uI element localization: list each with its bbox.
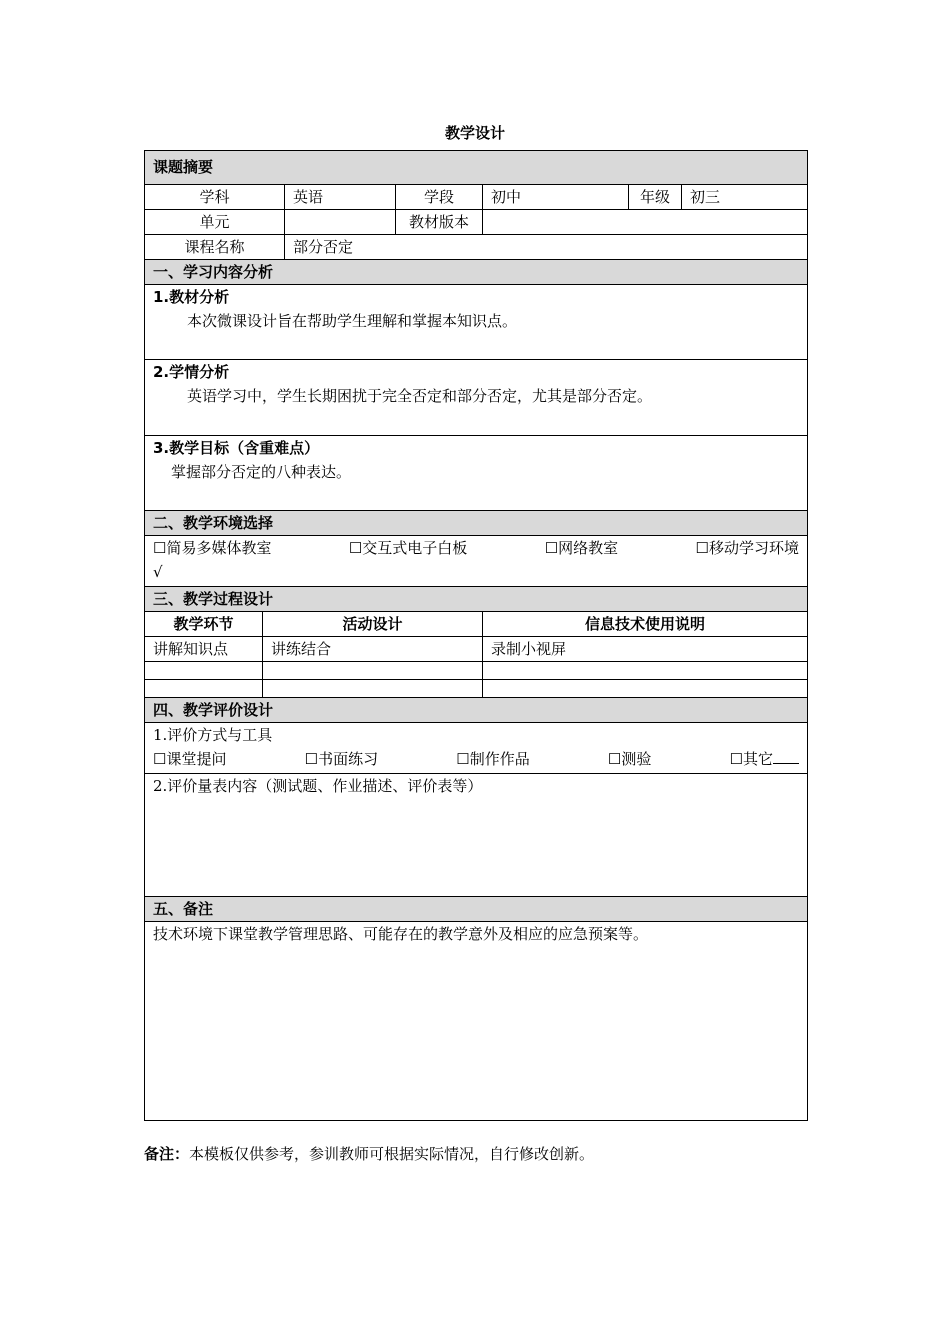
tool-option-written[interactable]: ☐书面练习 [304,750,379,768]
grade-value[interactable]: 初三 [682,185,808,210]
tool-option-quiz[interactable]: ☐测验 [607,750,652,768]
process-cell[interactable] [263,680,483,698]
teaching-goal-title: 3.教学目标（含重难点） [153,439,320,457]
stage-label: 学段 [396,185,483,210]
process-cell[interactable] [263,662,483,680]
footnote [144,1143,594,1164]
page-title: 教学设计 [444,124,505,142]
section1-header: 一、学习内容分析 [145,260,808,285]
env-option-multimedia[interactable]: ☐简易多媒体教室 [153,539,272,557]
student-analysis-title: 2.学情分析 [153,363,230,381]
summary-header: 课题摘要 [145,151,808,185]
section2-header: 二、教学环境选择 [145,511,808,536]
footnote-text: 本模板仅供参考，参训教师可根据实际情况，自行修改创新。 [189,1145,595,1163]
material-analysis-text: 本次微课设计旨在帮助学生理解和掌握本知识点。 [187,312,518,330]
teaching-goal-text: 掌握部分否定的八种表达。 [171,463,352,481]
evaluation-scale-title: 2.评价量表内容（测试题、作业描述、评价表等） [153,777,483,795]
student-analysis-cell[interactable] [145,360,808,436]
remarks-cell[interactable] [145,922,808,1121]
env-option-network[interactable]: ☐网络教室 [544,539,619,557]
unit-value[interactable] [285,210,396,235]
subject-value[interactable]: 英语 [285,185,396,210]
grade-label: 年级 [629,185,682,210]
process-cell[interactable] [145,680,263,698]
table-row [145,662,808,680]
process-cell[interactable]: 录制小视屏 [483,637,808,662]
course-label: 课程名称 [145,235,285,260]
unit-label: 单元 [145,210,285,235]
remarks-text: 技术环境下课堂教学管理思路、可能存在的教学意外及相应的应急预案等。 [153,925,649,943]
material-analysis-cell[interactable] [145,285,808,360]
other-blank-line [773,749,799,764]
process-cell[interactable] [483,680,808,698]
evaluation-scale-cell[interactable] [145,774,808,897]
tool-option-other[interactable] [730,747,799,771]
table-row [145,637,808,662]
edition-label: 教材版本 [396,210,483,235]
col-header-step: 教学环节 [145,612,263,637]
process-cell[interactable]: 讲解知识点 [145,637,263,662]
check-mark: √ [153,563,163,581]
tool-option-questions[interactable]: ☐课堂提问 [153,750,227,768]
process-cell[interactable] [145,662,263,680]
subject-label: 学科 [145,185,285,210]
process-cell[interactable]: 讲练结合 [263,637,483,662]
table-row [145,680,808,698]
stage-value[interactable]: 初中 [483,185,629,210]
section5-header: 五、备注 [145,897,808,922]
student-analysis-text: 英语学习中，学生长期困扰于完全否定和部分否定，尤其是部分否定。 [187,387,653,405]
env-option-mobile[interactable]: ☐移动学习环境 [695,539,799,557]
process-cell[interactable] [483,662,808,680]
env-option-whiteboard[interactable]: ☐交互式电子白板 [348,539,468,557]
evaluation-tools-title: 1.评价方式与工具 [153,726,273,744]
tool-option-other-label: ☐其它 [729,750,774,768]
col-header-activity: 活动设计 [263,612,483,637]
section3-header: 三、教学过程设计 [145,587,808,612]
evaluation-tools-cell [145,723,808,774]
tool-option-works[interactable]: ☐制作作品 [456,750,530,768]
edition-value[interactable] [483,210,808,235]
environment-cell [145,536,808,587]
section4-header: 四、教学评价设计 [145,698,808,723]
col-header-it-usage: 信息技术使用说明 [483,612,808,637]
course-value[interactable]: 部分否定 [285,235,808,260]
lesson-design-form [144,150,808,1121]
footnote-label: 备注： [144,1145,190,1163]
teaching-goal-cell[interactable] [145,436,808,511]
material-analysis-title: 1.教材分析 [153,288,230,306]
